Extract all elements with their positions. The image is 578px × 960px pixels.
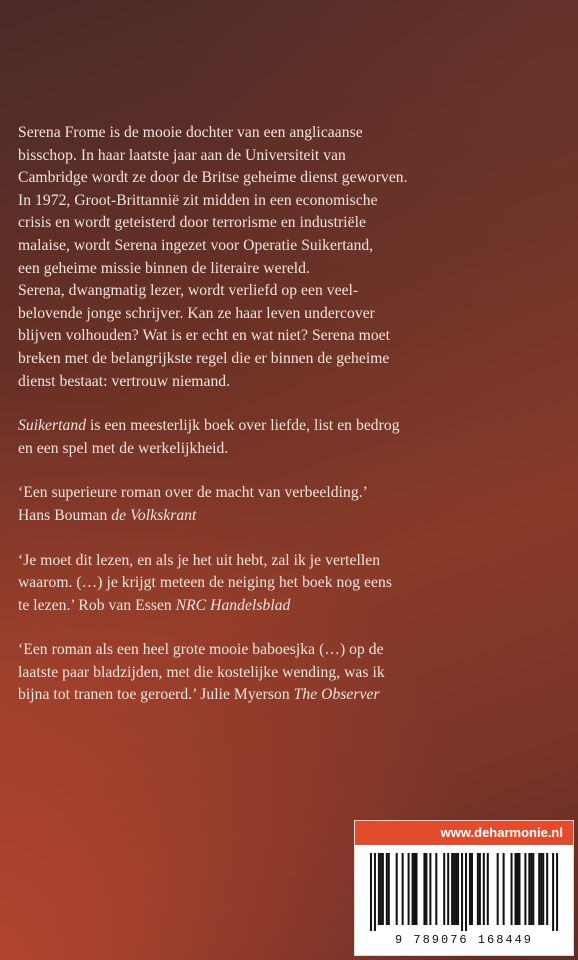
barcode-bar xyxy=(461,853,463,931)
barcode-bar xyxy=(370,853,372,931)
quote-attribution xyxy=(18,595,568,618)
barcode-bar xyxy=(408,853,410,925)
barcode-bar xyxy=(402,853,404,925)
quote-text: bijna tot tranen toe geroerd.’ Julie Myerson xyxy=(18,686,294,704)
quote-line: laatste paar bladzijden, met die kostelijke wending, was ik xyxy=(18,663,385,681)
synopsis-line: Cambridge wordt ze door de Britse geheime dienst geworven. xyxy=(18,169,408,187)
synopsis-line: Serena, dwangmatig lezer, wordt verliefd op een veel- xyxy=(18,282,359,300)
barcode-bar xyxy=(386,853,388,925)
barcode-bar xyxy=(429,853,431,925)
quote-source: The Observer xyxy=(293,686,380,704)
synopsis-line: In 1972, Groot-Brittannië zit midden in een economische xyxy=(18,191,378,209)
barcode-bar xyxy=(471,853,473,925)
barcode-bar xyxy=(412,853,414,925)
barcode-bar xyxy=(514,853,516,925)
quote-source: de Volkskrant xyxy=(111,506,197,524)
barcode-bar xyxy=(479,853,481,925)
barcode-panel xyxy=(354,820,574,956)
synopsis-line: een geheime missie binnen de literaire wereld. xyxy=(18,259,310,277)
synopsis-line: breken met de belangrijkste regel die er binnen de geheime xyxy=(18,349,390,367)
quote-author: Hans Bouman xyxy=(18,506,112,524)
barcode-bar xyxy=(465,853,467,931)
quote-line: ‘Je moet dit lezen, en als je het uit hebt, zal ik je vertellen xyxy=(18,551,381,569)
barcode-bar xyxy=(443,853,445,925)
back-cover-text xyxy=(18,122,568,729)
tagline-text: is een meesterlijk boek over liefde, list en bedrog xyxy=(86,417,400,435)
quote-text: te lezen.’ Rob van Essen xyxy=(18,596,176,614)
synopsis-line: crisis en wordt geteisterd door terrorisme en industriële xyxy=(18,214,366,232)
barcode-bar xyxy=(524,853,526,925)
quote-attribution xyxy=(18,684,568,707)
barcode-bar xyxy=(469,853,471,925)
barcode-bar xyxy=(447,853,449,925)
barcode-bar xyxy=(380,853,382,925)
barcode-bar xyxy=(382,853,384,925)
review-quote-2 xyxy=(18,550,568,618)
barcode-bar xyxy=(435,853,437,925)
review-quote-1 xyxy=(18,482,568,527)
barcode-icon xyxy=(366,853,562,931)
barcode-bar xyxy=(388,853,390,925)
barcode-bar xyxy=(451,853,453,925)
tagline-line xyxy=(18,415,568,438)
quote-attribution xyxy=(18,505,568,528)
book-title: Suikertand xyxy=(18,417,87,435)
barcode-bar xyxy=(477,853,479,925)
synopsis-line: bisschop. In haar laatste jaar aan de Universiteit van xyxy=(18,146,346,164)
publisher-url: www.deharmonie.nl xyxy=(355,821,573,845)
barcode-bar xyxy=(455,853,457,925)
synopsis-line: belovende jonge schrijver. Kan ze haar leven undercover xyxy=(18,304,375,322)
barcode-bar xyxy=(453,853,455,925)
barcode-bar xyxy=(374,853,376,931)
barcode-bar xyxy=(516,853,518,925)
synopsis xyxy=(18,122,568,393)
synopsis-line: Serena Frome is de mooie dochter van een anglicaanse xyxy=(18,124,363,141)
barcode-bar xyxy=(414,853,416,925)
barcode-bar xyxy=(552,853,554,931)
barcode-bar xyxy=(546,853,548,925)
barcode-bar xyxy=(540,853,542,925)
quote-line: ‘Een superieure roman over de macht van verbeelding.’ xyxy=(18,484,368,502)
tagline xyxy=(18,415,568,460)
review-quote-3 xyxy=(18,639,568,707)
barcode-bar xyxy=(518,853,520,925)
barcode-bar xyxy=(483,853,485,925)
barcode-bar xyxy=(457,853,459,925)
barcode-bar xyxy=(503,853,505,925)
barcode-bar xyxy=(528,853,530,925)
synopsis-line: dienst bestaat: vertrouw niemand. xyxy=(18,372,231,390)
barcode-bar xyxy=(511,853,513,925)
synopsis-line: blijven volhouden? Wat is er echt en wat niet? Serena moet xyxy=(18,327,391,345)
barcode-bar xyxy=(556,853,558,931)
quote-line: ‘Een roman als een heel grote mooie baboesjka (…) op de xyxy=(18,641,384,659)
barcode-bar xyxy=(530,853,532,925)
barcode-bar xyxy=(542,853,544,925)
quote-line: waarom. (…) je krijgt meteen de neiging het boek nog eens xyxy=(18,574,392,592)
barcode-bar xyxy=(396,853,398,925)
barcode-bar xyxy=(487,853,489,925)
barcode-bar xyxy=(538,853,540,925)
synopsis-line: malaise, wordt Serena ingezet voor Operatie Suikertand, xyxy=(18,236,374,254)
quote-source: NRC Handelsblad xyxy=(175,596,291,614)
barcode-bar xyxy=(497,853,499,925)
barcode-bar xyxy=(415,853,417,925)
barcode-bar xyxy=(423,853,425,925)
barcode-bar xyxy=(532,853,534,925)
isbn-number: 9 789076 168449 xyxy=(394,933,534,947)
barcode-bar xyxy=(425,853,427,925)
tagline-line: en een spel met de werkelijkheid. xyxy=(18,439,229,457)
barcode-bar xyxy=(378,853,380,925)
